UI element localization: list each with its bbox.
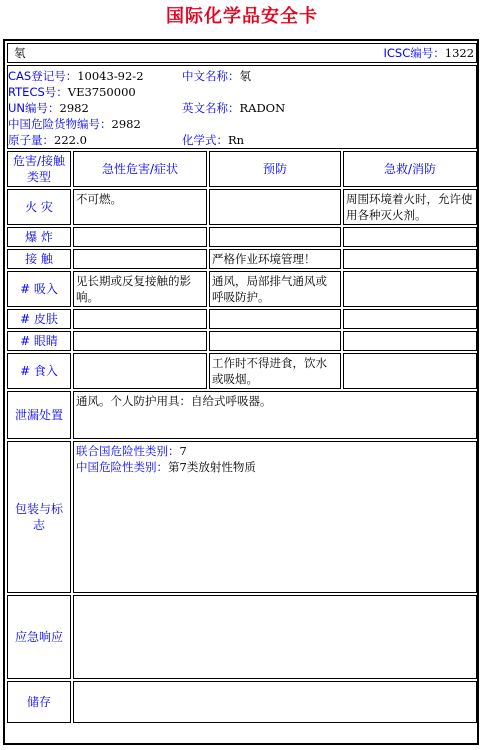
storage-label: 储存 (7, 681, 71, 723)
card-title: 国际化学品安全卡 (166, 6, 318, 27)
identification-block (7, 65, 477, 149)
row-fire (7, 189, 477, 225)
en-name-line: 英文名称：RADON (182, 101, 286, 115)
cell-acute (73, 249, 207, 269)
column-header-prevent: 预防 (209, 151, 341, 187)
chemical-name: 氡 (14, 46, 26, 60)
identification-right (182, 68, 476, 148)
cell-prevent: 工作时不得进食，饮水或吸烟。 (209, 353, 341, 389)
row-label: 爆 炸 (7, 227, 71, 247)
cell-acute (73, 227, 207, 247)
cell-aid (343, 271, 477, 307)
formula-line: 化学式：Rn (182, 133, 245, 147)
icsc-number: ICSC编号：1322 (383, 46, 475, 60)
cell-acute (73, 353, 207, 389)
row-packaging (7, 441, 477, 593)
row-label: # 皮肤 (7, 309, 71, 329)
cell-prevent (209, 189, 341, 225)
column-header-acute: 急性危害/症状 (73, 151, 207, 187)
cell-aid (343, 227, 477, 247)
cell-acute (73, 331, 207, 351)
column-header-aid: 急救/消防 (343, 151, 477, 187)
identification-left (8, 68, 182, 148)
row-emergency (7, 595, 477, 679)
cn-name-line: 中文名称：氡 (182, 69, 251, 83)
cn-danger-line: 中国危险货物编号：2982 (8, 117, 141, 131)
row-label: # 食入 (7, 353, 71, 389)
cell-aid (343, 249, 477, 269)
emergency-label: 应急响应 (7, 595, 71, 679)
cell-prevent: 严格作业环境管理！ (209, 249, 341, 269)
cell-prevent (209, 331, 341, 351)
cell-aid: 周围环境着火时，允许使用各种灭火剂。 (343, 189, 477, 225)
cas-line: CAS登记号：10043-92-2 (8, 69, 144, 83)
cell-aid (343, 331, 477, 351)
packaging-text (73, 441, 477, 593)
cell-prevent (209, 309, 341, 329)
un-line: UN编号：2982 (8, 101, 89, 115)
row-ingestion (7, 353, 477, 389)
cell-prevent: 通风，局部排气通风或呼吸防护。 (209, 271, 341, 307)
row-inhalation (7, 271, 477, 307)
emergency-text (73, 595, 477, 679)
cell-prevent (209, 227, 341, 247)
spill-text: 通风。个人防护用具：自给式呼吸器。 (73, 391, 477, 439)
column-header-type: 危害/接触类型 (7, 151, 71, 187)
row-storage (7, 681, 477, 723)
row-spill (7, 391, 477, 439)
row-label: # 吸入 (7, 271, 71, 307)
name-row (7, 43, 477, 63)
cell-acute: 不可燃。 (73, 189, 207, 225)
safety-card-table (5, 41, 479, 725)
row-contact (7, 249, 477, 269)
storage-text (73, 681, 477, 723)
cell-acute (73, 309, 207, 329)
cell-aid (343, 353, 477, 389)
row-label: # 眼睛 (7, 331, 71, 351)
row-skin (7, 309, 477, 329)
un-class-line: 联合国危险性类别：7 (76, 444, 187, 458)
atomic-weight-line: 原子量：222.0 (8, 133, 87, 147)
row-label: 接 触 (7, 249, 71, 269)
cn-class-line: 中国危险性类别：第7类放射性物质 (76, 460, 256, 474)
cell-aid (343, 309, 477, 329)
row-eyes (7, 331, 477, 351)
rtecs-line: RTECS号：VE3750000 (8, 85, 136, 99)
packaging-label: 包装与标志 (7, 441, 71, 593)
cell-acute: 见长期或反复接触的影响。 (73, 271, 207, 307)
spill-label: 泄漏处置 (7, 391, 71, 439)
row-explosion (7, 227, 477, 247)
row-label: 火 灾 (7, 189, 71, 225)
